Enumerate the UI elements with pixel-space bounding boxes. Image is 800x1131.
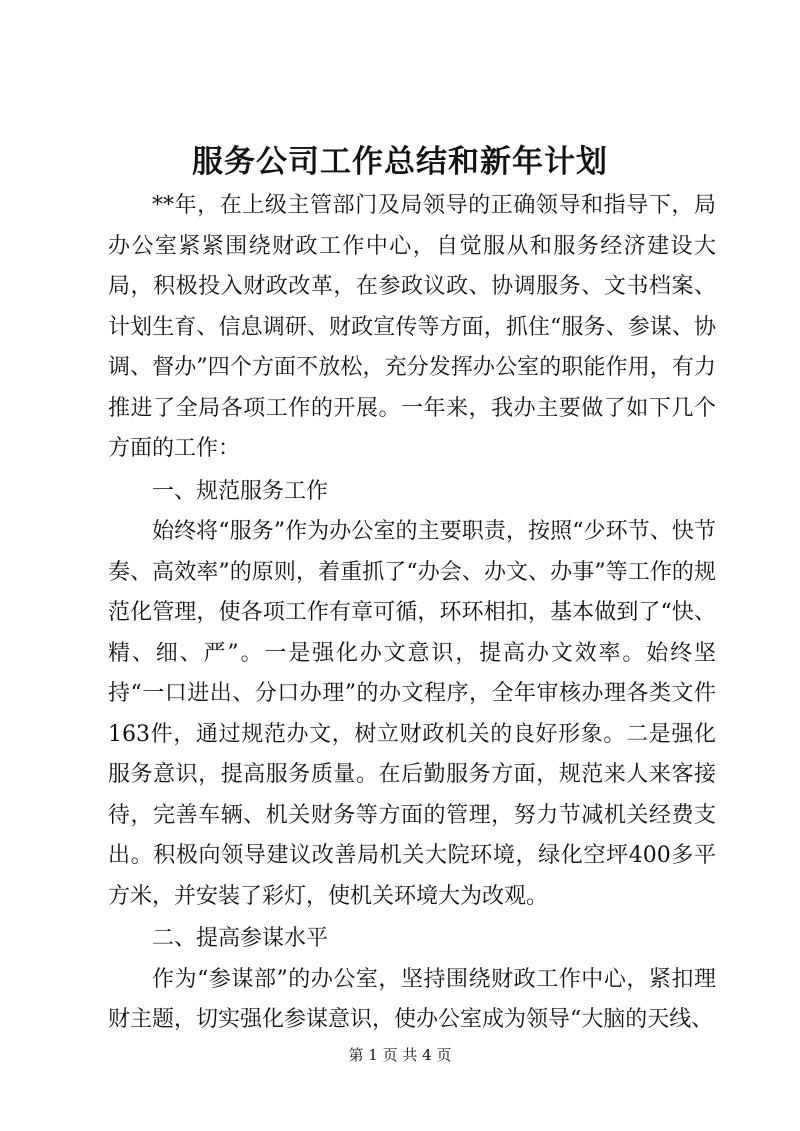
document-title: 服务公司工作总结和新年计划 — [192, 144, 608, 180]
page-footer: 第 1 页 共 4 页 — [348, 1046, 452, 1064]
section-paragraph-1: 始终将“服务”作为办公室的主要职责，按照“少环节、快节奏、高效率”的原则，着重抓了“办会、办文、办事”等工作的规范化管理，使各项工作有章可循，环环相扣，基本做到了“快、精、细、严”。一是强化办文意识，提高办文效率。始终坚持“一口进出、分口办理”的办文程序，全年审核办理各类文件163件，通过规范办文，树立财政机关的良好形象。二是强化服务意识，提高服务质量。在后勤服务方面，规范来人来客接待，完善车辆、机关财务等方面的管理，努力节减机关经费支出。积极向领导建议改善局机关大院环境，绿化空坪400多平方米，并安装了彩灯，使机关环境大为改观。 — [108, 519, 716, 909]
intro-paragraph: **年，在上级主管部门及局领导的正确领导和指导下，局办公室紧紧围绕财政工作中心，自觉服从和服务经济建设大局，积极投入财政改革，在参政议政、协调服务、文书档案、计划生育、信息调研、财政宣传等方面，抓住“服务、参谋、协调、督办”四个方面不放松，充分发挥办公室的职能作用，有力推进了全局各项工作的开展。一年来，我办主要做了如下几个方面的工作： — [108, 193, 716, 461]
section-heading-1: 一、规范服务工作 — [152, 478, 329, 504]
document-body — [108, 186, 716, 1043]
section-paragraph-2: 作为“参谋部”的办公室，坚持围绕财政工作中心，紧扣理财主题，切实强化参谋意识，使办公室成为领导“大脑的天线、 — [108, 966, 716, 1032]
section-heading-2: 二、提高参谋水平 — [152, 926, 329, 951]
